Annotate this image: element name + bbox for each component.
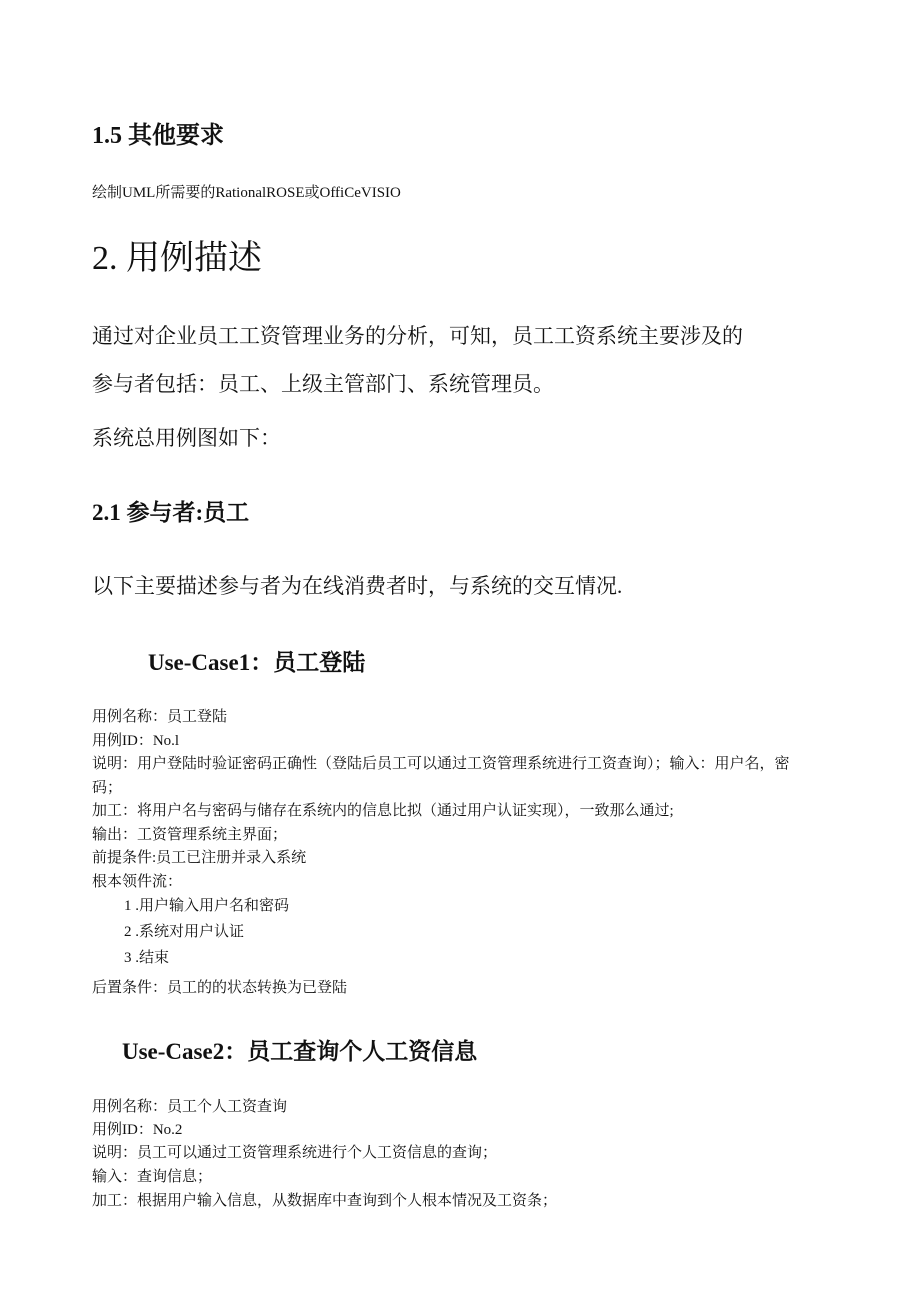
section-heading-2: 2. 用例描述	[92, 240, 262, 277]
use-case-2-input: 输入：查询信息；	[92, 1169, 213, 1185]
use-case-2-name: 用例名称：员工个人工资查询	[92, 1099, 288, 1115]
use-case-1-step: 3 .结束	[124, 950, 170, 966]
use-case-1-title: Use-Case1：员工登陆	[148, 650, 366, 675]
use-case-1-precondition: 前提条件:员工已注册并录入系统	[92, 850, 307, 866]
use-case-1-basic-flow-label: 根本领件流：	[92, 874, 183, 890]
section-2-paragraph-line-3: 系统总用例图如下：	[92, 426, 281, 450]
tools-note: 绘制UML所需要的RationalROSE或OffiCeVISIO	[92, 185, 401, 201]
use-case-1-name: 用例名称：员工登陆	[92, 709, 228, 725]
use-case-1-description-line-2: 码；	[92, 780, 123, 796]
section-2-paragraph-line-1: 通过对企业员工工资管理业务的分析，可知，员工工资系统主要涉及的	[92, 324, 743, 348]
use-case-1-output: 输出：工资管理系统主界面；	[92, 827, 288, 843]
use-case-2-description: 说明：员工可以通过工资管理系统进行个人工资信息的查询；	[92, 1145, 498, 1161]
use-case-1-id: 用例ID：No.l	[92, 733, 180, 749]
section-heading-2-1: 2.1 参与者:员工	[92, 500, 250, 525]
use-case-2-process: 加工：根据用户输入信息，从数据库中查询到个人根本情况及工资条；	[92, 1193, 558, 1209]
use-case-1-process: 加工：将用户名与密码与储存在系统内的信息比拟（通过用户认证实现），一致那么通过;	[92, 803, 674, 819]
use-case-2-title: Use-Case2：员工查询个人工资信息	[122, 1039, 478, 1064]
use-case-1-step: 2 .系统对用户认证	[124, 924, 245, 940]
use-case-1-step: 1 .用户输入用户名和密码	[124, 898, 290, 914]
use-case-1-description-line-1: 说明：用户登陆时验证密码正确性（登陆后员工可以通过工资管理系统进行工资查询）；输入：用户名，密	[92, 756, 790, 772]
section-heading-1-5: 1.5 其他要求	[92, 123, 224, 149]
section-2-1-intro: 以下主要描述参与者为在线消费者时，与系统的交互情况.	[92, 574, 623, 598]
use-case-2-id: 用例ID：No.2	[92, 1122, 183, 1138]
use-case-1-postcondition: 后置条件：员工的的状态转换为已登陆	[92, 980, 348, 996]
section-2-paragraph-line-2: 参与者包括：员工、上级主管部门、系统管理员。	[92, 372, 554, 396]
